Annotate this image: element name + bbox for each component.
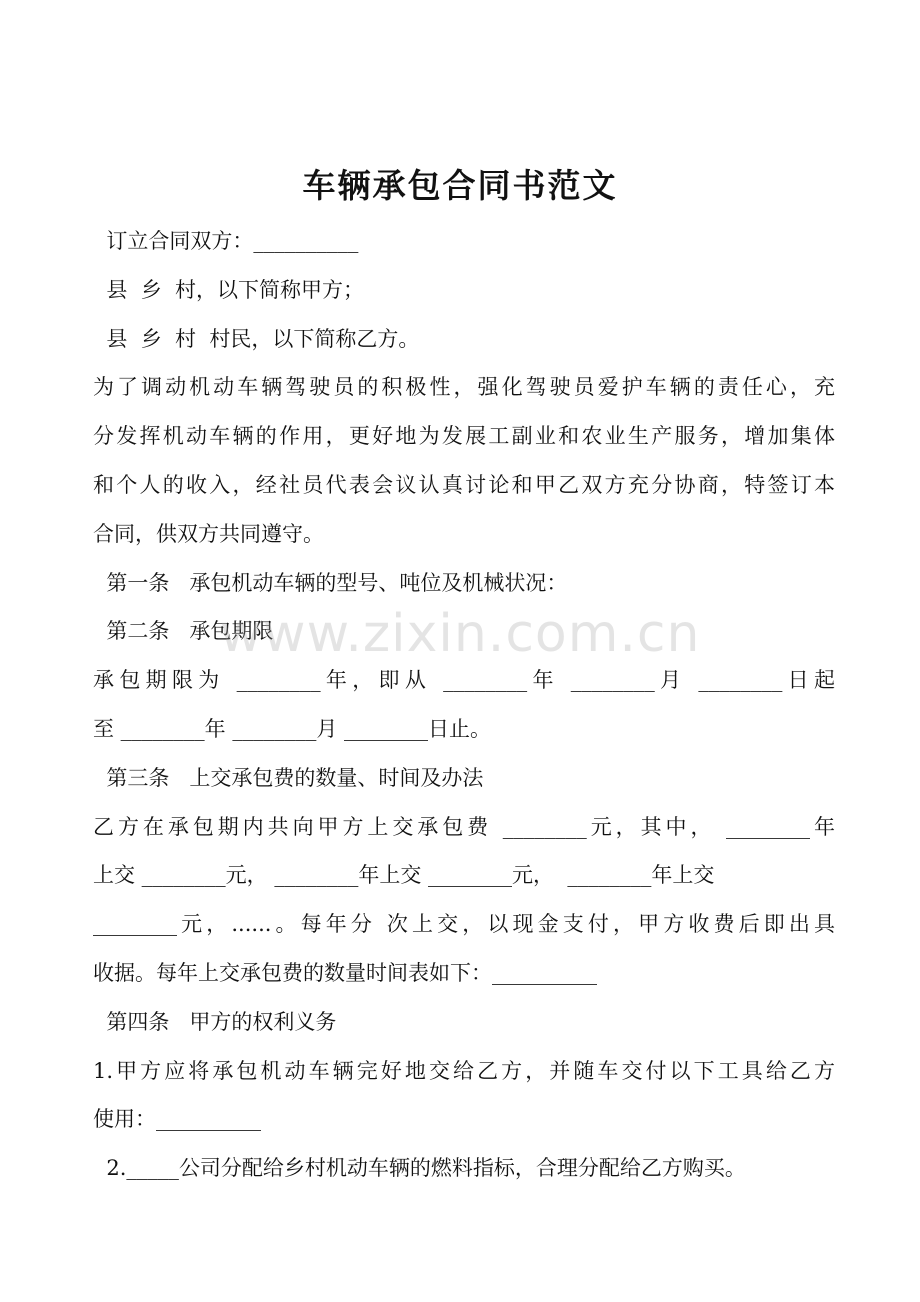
line-preamble-2: 分发挥机动车辆的作用，更好地为发展工副业和农业生产服务，增加集体 — [93, 424, 835, 449]
document-body — [93, 217, 835, 1193]
article-3-text-2: 上交 ________元， ________年上交 ________元， ________年上交 — [93, 863, 715, 888]
article-4-item-2: 2._____公司分配给乡村机动车辆的燃料指标，合理分配给乙方购买。 — [93, 1156, 746, 1181]
article-3-text-4: 收据。每年上交承包费的数量时间表如下：__________ — [93, 960, 597, 985]
article-2-heading: 第二条 承包期限 — [93, 619, 274, 644]
article-3-text-1: 乙方在承包期内共向甲方上交承包费 ________元，其中， ________年 — [93, 814, 835, 839]
article-4-heading: 第四条 甲方的权利义务 — [93, 1009, 337, 1034]
line-party-a: 县 乡 村，以下简称甲方； — [93, 277, 365, 302]
site-watermark: www.zixin.com.cn — [219, 604, 701, 664]
article-1-heading: 第一条 承包机动车辆的型号、吨位及机械状况： — [93, 570, 568, 595]
article-2-text-1: 承包期限为 ________年，即从 ________年 ________月 ________日起 — [93, 668, 835, 693]
document-title: 车辆承包合同书范文 — [302, 166, 618, 205]
line-preamble-3: 和个人的收入，经社员代表会议认真讨论和甲乙双方充分协商，特签订本 — [93, 472, 835, 497]
line-preamble-4: 合同，供双方共同遵守。 — [93, 521, 324, 546]
line-parties: 订立合同双方：__________ — [93, 229, 359, 253]
line-party-b: 县 乡 村 村民，以下简称乙方。 — [93, 326, 420, 351]
article-2-text-2: 至 ________年 ________月 ________日止。 — [93, 716, 492, 741]
article-4-item-1a: 1.甲方应将承包机动车辆完好地交给乙方，并随车交付以下工具给乙方 — [93, 1058, 835, 1083]
article-4-item-1b: 使用：__________ — [93, 1107, 261, 1132]
line-preamble-1: 为了调动机动车辆驾驶员的积极性，强化驾驶员爱护车辆的责任心，充 — [93, 375, 835, 400]
article-3-heading: 第三条 上交承包费的数量、时间及办法 — [93, 765, 484, 790]
article-3-text-3: ________元，......。每年分 次上交，以现金支付，甲方收费后即出具 — [93, 912, 835, 937]
